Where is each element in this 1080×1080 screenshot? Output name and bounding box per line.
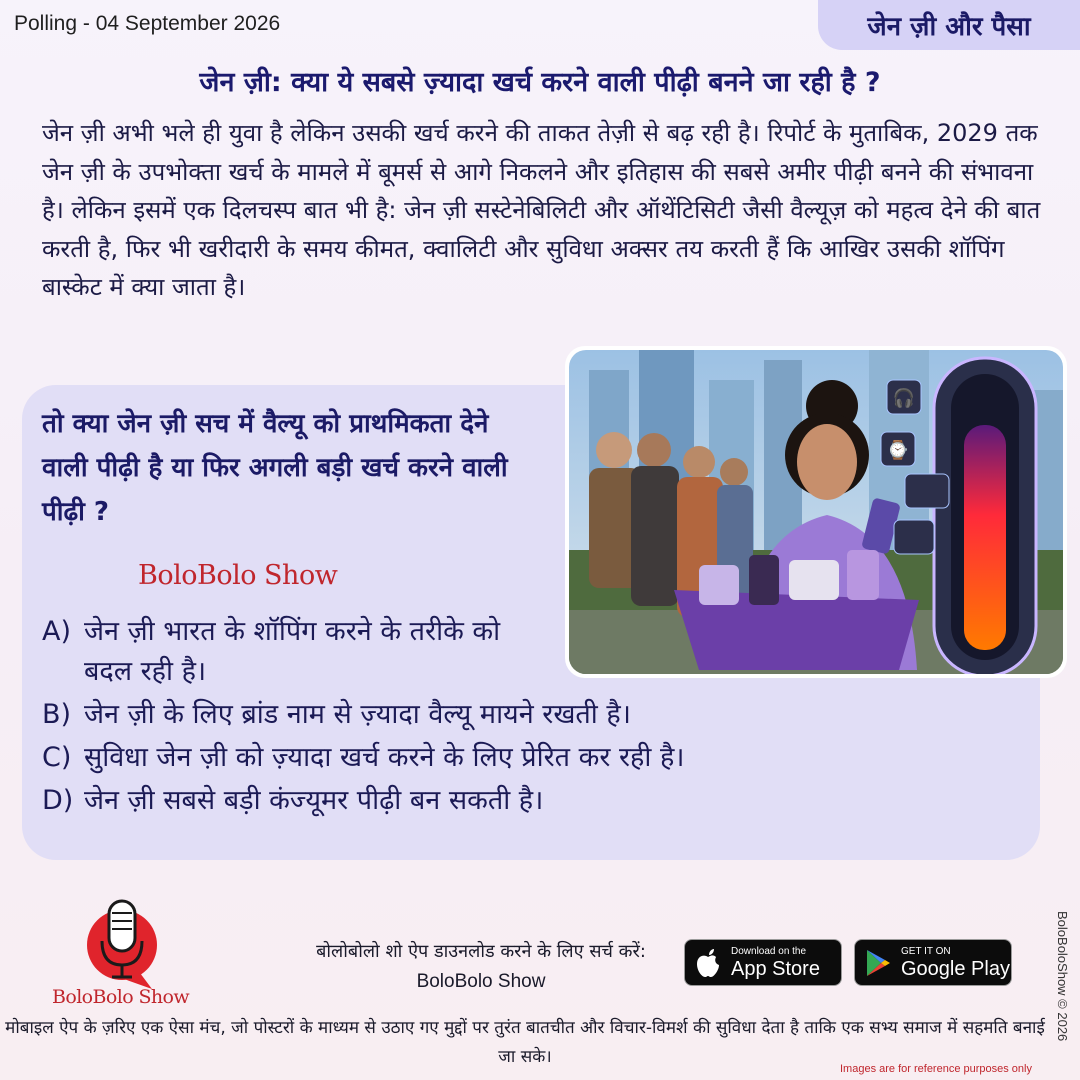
option-letter: D) (42, 785, 74, 816)
option-letter: B) (42, 699, 72, 730)
poll-question: तो क्या जेन ज़ी सच में वैल्यू को प्राथमिकता देने वाली पीढ़ी है या फिर अगली बड़ी खर्च करने वाली पीढ़ी ? (42, 409, 508, 527)
app-store-badge[interactable] (684, 939, 842, 986)
poll-option-c[interactable] (42, 738, 832, 778)
headline: जेन ज़ी: क्या ये सबसे ज़्यादा खर्च करने वाली पीढ़ी बनने जा रही है ? (199, 67, 881, 98)
search-term: BoloBolo Show (416, 971, 546, 992)
topic-tab: जेन ज़ी और पैसा (818, 0, 1080, 50)
google-play-badge[interactable] (854, 939, 1012, 986)
option-letter: A) (42, 616, 72, 647)
search-prompt: बोलोबोलो शो ऐप डाउनलोड करने के लिए सर्च करें: (316, 941, 646, 962)
mission-statement: मोबाइल ऐप के ज़रिए एक ऐसा मंच, जो पोस्टरों के माध्यम से उठाए गए मुद्दों पर तुरंत बातचीत और विचार-विमर्श की सुविधा देता है ताकि एक सभ्य समाज में सहमति बनाई जा सके। (5, 1018, 1045, 1067)
copyright-text: BoloBoloShow © 2026 (1055, 911, 1070, 1042)
poll-option-d[interactable] (42, 781, 832, 821)
download-prompt (276, 937, 686, 997)
app-store-big-text: App Store (731, 957, 820, 980)
intro-paragraph: जेन ज़ी अभी भले ही युवा है लेकिन उसकी खर्च करने की ताकत तेज़ी से बढ़ रही है। रिपोर्ट के मुताबिक, 2029 तक जेन ज़ी के उपभोक्ता खर्च के मामले में बूमर्स से आगे निकलने और इतिहास की सबसे अमीर पीढ़ी बनने की संभावना है। लेकिन इसमें एक दिलचस्प बात भी है: जेन ज़ी सस्टेनेबिलिटी और ऑथेंटिसिटी जैसी वैल्यूज़ को महत्व देने की बात करती है, फिर भी खरीदारी के समय कीमत, क्वालिटी और सुविधा अक्सर तय करती हैं कि आखिर उसकी शॉपिंग बास्केट में क्या जाता है। (42, 119, 1041, 301)
illustration-card (565, 346, 1067, 678)
poll-option-b[interactable] (42, 695, 832, 735)
app-store-small-text: Download on the (731, 945, 807, 957)
spending-meter (934, 358, 1036, 674)
svg-text:⌚: ⌚ (886, 440, 910, 461)
apple-icon (685, 940, 731, 985)
option-text: सुविधा जेन ज़ी को ज़्यादा खर्च करने के लिए प्रेरित कर रही है। (84, 742, 685, 773)
option-text: जेन ज़ी के लिए ब्रांड नाम से ज़्यादा वैल्यू मायने रखती है। (84, 699, 631, 730)
logo-wordmark: BoloBolo Show (52, 986, 190, 1008)
option-text: जेन ज़ी भारत के शॉपिंग करने के तरीके को बदल रही है। (84, 616, 501, 687)
google-play-big-text: Google Play (901, 957, 1010, 980)
poll-date: Polling - 04 September 2026 (14, 12, 281, 35)
copyright-notice (1056, 911, 1070, 1061)
microphone-icon (52, 895, 212, 990)
google-play-small-text: GET IT ON (901, 945, 951, 957)
brand-watermark: BoloBolo Show (138, 560, 338, 591)
option-text: जेन ज़ी सबसे बड़ी कंज्यूमर पीढ़ी बन सकती है। (84, 785, 544, 816)
option-letter: C) (42, 742, 72, 773)
svg-text:🎧: 🎧 (892, 388, 916, 409)
image-disclaimer: Images are for reference purposes only (840, 1063, 1032, 1075)
google-play-icon (855, 940, 901, 985)
shopping-illustration (569, 350, 1063, 674)
